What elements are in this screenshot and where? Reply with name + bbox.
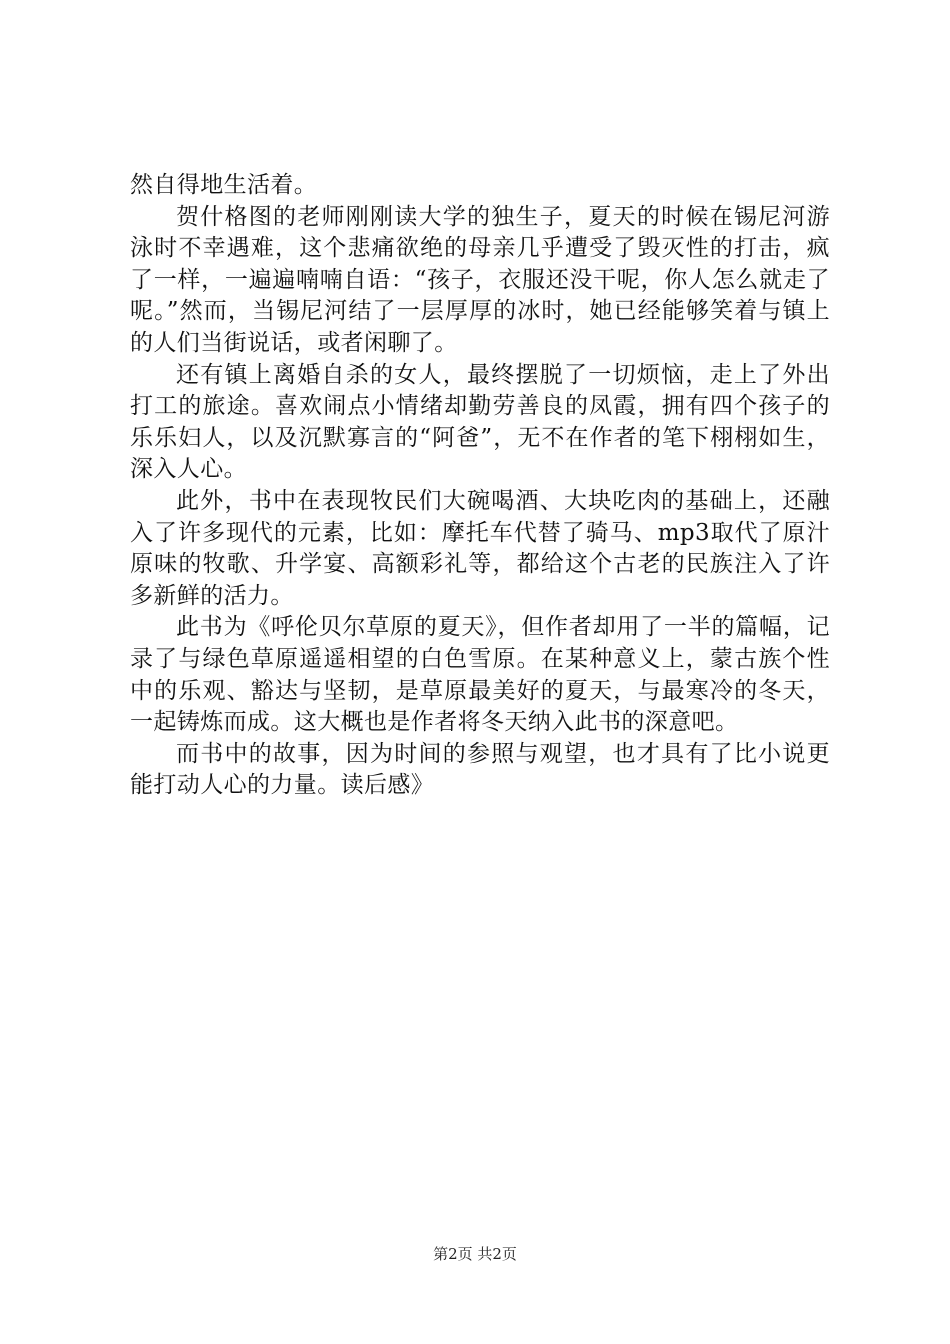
paragraph-1: 然自得地生活着。 <box>130 172 318 198</box>
page-footer <box>0 1244 950 1264</box>
paragraph-3: 还有镇上离婚自杀的女人，最终摆脱了一切烦恼，走上了外出打工的旅途。喜欢闹点小情绪却勤劳善良的凤霞，拥有四个孩子的乐乐妇人，以及沉默寡言的“阿爸”，无不在作者的笔下栩栩如生，深入人心。 <box>130 361 830 483</box>
page-number-label: 第2页 共2页 <box>433 1245 517 1263</box>
document-body <box>130 170 830 802</box>
paragraph-4: 此外，书中在表现牧民们大碗喝酒、大块吃肉的基础上，还融入了许多现代的元素，比如：摩托车代替了骑马、mp3取代了原汁原味的牧歌、升学宴、高额彩礼等，都给这个古老的民族注入了许多新鲜的活力。 <box>130 487 830 609</box>
paragraph-2: 贺什格图的老师刚刚读大学的独生子，夏天的时候在锡尼河游泳时不幸遇难，这个悲痛欲绝的母亲几乎遭受了毁灭性的打击，疯了一样，一遍遍喃喃自语：“孩子，衣服还没干呢，你人怎么就走了呢。”然而，当锡尼河结了一层厚厚的冰时，她已经能够笑着与镇上的人们当街说话，或者闲聊了。 <box>130 203 830 356</box>
paragraph-5: 此书为《呼伦贝尔草原的夏天》，但作者却用了一半的篇幅，记录了与绿色草原遥遥相望的白色雪原。在某种意义上，蒙古族个性中的乐观、豁达与坚韧，是草原最美好的夏天，与最寒冷的冬天，一起铸炼而成。这大概也是作者将冬天纳入此书的深意吧。 <box>130 614 830 736</box>
paragraph-6: 而书中的故事，因为时间的参照与观望，也才具有了比小说更能打动人心的力量。读后感》 <box>130 740 830 799</box>
